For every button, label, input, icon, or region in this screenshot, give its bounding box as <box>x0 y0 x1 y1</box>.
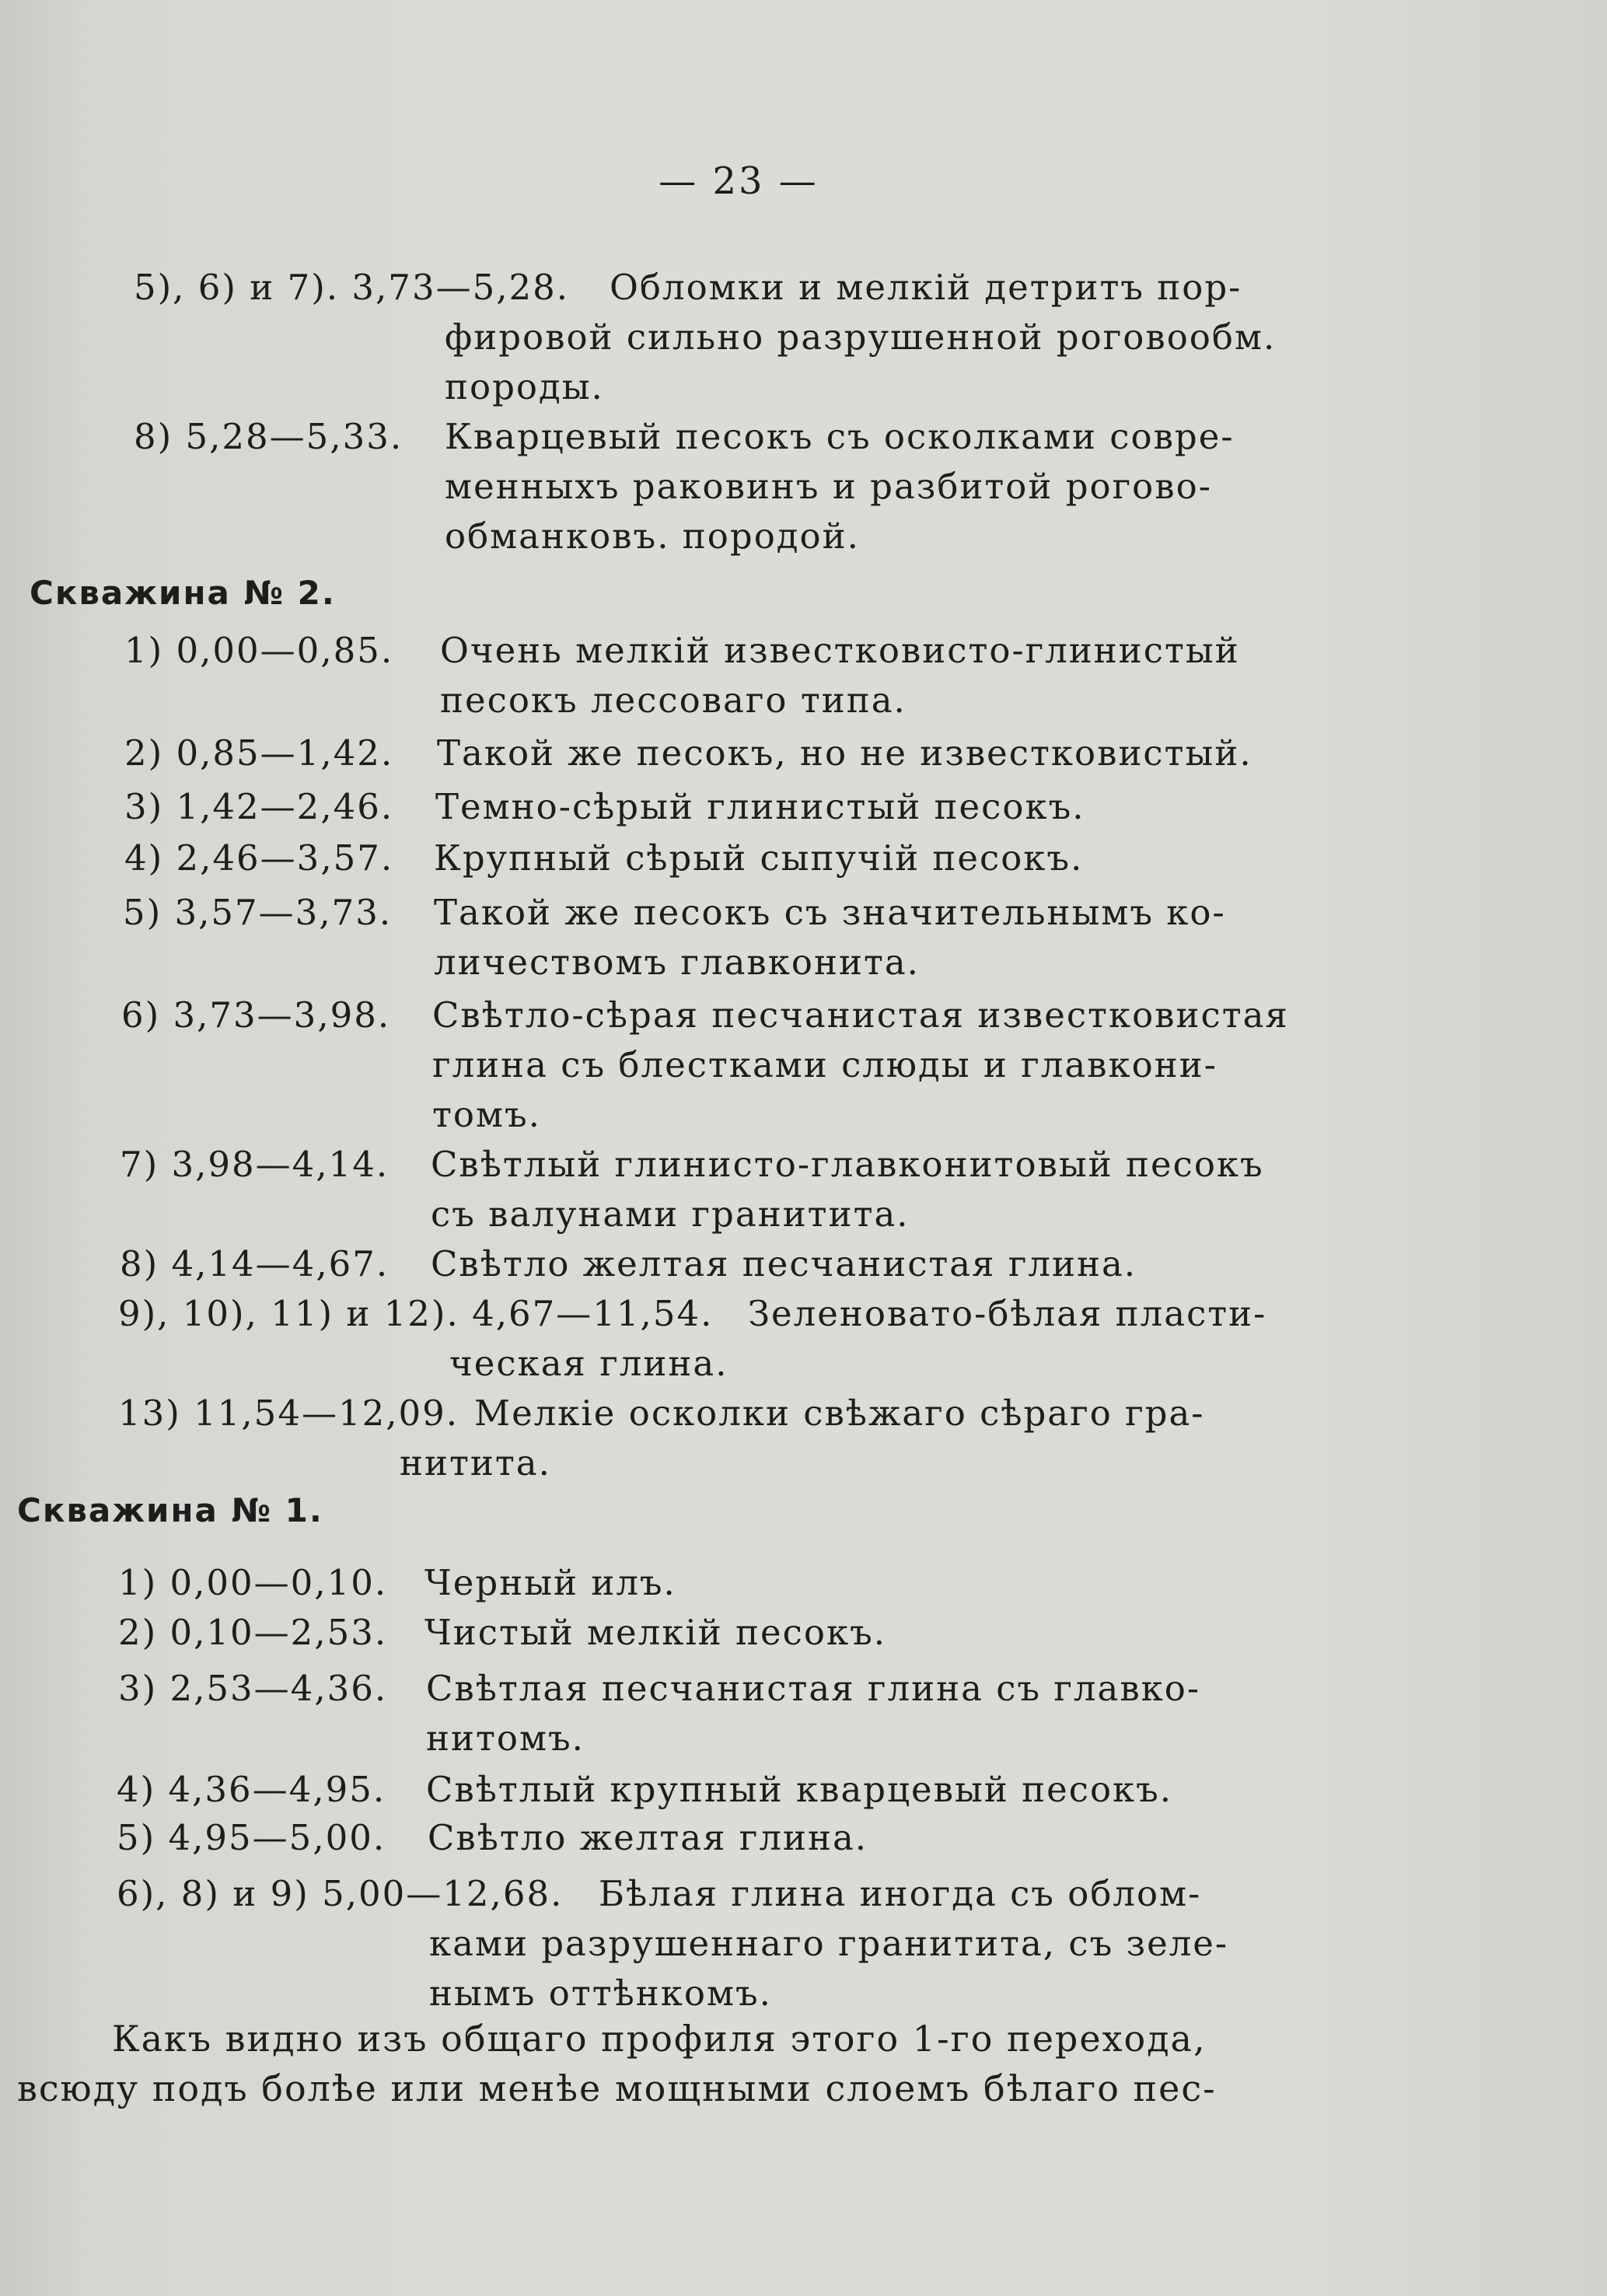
entry-text: Обломки и мелкiй детритъ пор- <box>610 267 1242 308</box>
entry-text: Кварцевый песокъ съ осколками совре- <box>445 416 1235 457</box>
entry-text: Свѣтло желтая песчанистая глина. <box>431 1243 1137 1284</box>
entry-range: 2) 0,85—1,42. <box>124 732 394 774</box>
paragraph-line: Какъ видно изъ общаго профиля этого 1-го перехода, <box>112 2018 1207 2060</box>
entry-range: 8) 4,14—4,67. <box>120 1243 390 1284</box>
entry-text: Очень мелкiй известковисто-глинистый <box>440 630 1240 671</box>
entry-text: Чистый мелкiй песокъ. <box>424 1612 886 1653</box>
entry-text: Черный илъ. <box>424 1562 676 1603</box>
entry-range: 4) 2,46—3,57. <box>124 837 394 879</box>
entry-text-cont: съ валунами гранитита. <box>431 1193 910 1235</box>
entry-text-cont: породы. <box>445 366 604 407</box>
entry-range: 13) 11,54—12,09. <box>118 1393 459 1434</box>
entry-text-cont: личествомъ главконита. <box>434 942 920 983</box>
entry-text-cont: нитомъ. <box>426 1718 585 1759</box>
entry-range: 3) 2,53—4,36. <box>118 1668 388 1709</box>
entry-text: Свѣтло желтая глина. <box>428 1817 868 1858</box>
entry-range: 5) 3,57—3,73. <box>123 892 393 933</box>
entry-range: 8) 5,28—5,33. <box>134 416 403 457</box>
entry-range: 5) 4,95—5,00. <box>117 1817 386 1858</box>
entry-text-cont: менныхъ раковинъ и разбитой рогово- <box>445 466 1212 507</box>
entry-range: 6) 3,73—3,98. <box>121 994 391 1036</box>
entry-text: Бѣлая глина иногда съ облом- <box>599 1873 1202 1914</box>
section-heading: Скважина № 1. <box>17 1491 323 1529</box>
entry-range: 3) 1,42—2,46. <box>124 786 394 827</box>
entry-text-cont: ками разрушеннаго гранитита, съ зеле- <box>429 1923 1229 1964</box>
entry-text: Зеленовато-бѣлая пласти- <box>748 1293 1267 1334</box>
paragraph-line: всюду подъ болѣе или менѣе мощными слоемъ бѣлаго пес- <box>17 2067 1217 2109</box>
entry-text-cont: фировой сильно разрушенной роговообм. <box>445 316 1277 358</box>
entry-text: Темно-сѣрый глинистый песокъ. <box>435 786 1085 827</box>
entry-range: 1) 0,00—0,10. <box>118 1562 388 1603</box>
section-heading: Скважина № 2. <box>30 574 336 612</box>
entry-range: 5), 6) и 7). 3,73—5,28. <box>134 267 570 308</box>
entry-range: 9), 10), 11) и 12). 4,67—11,54. <box>118 1293 714 1334</box>
entry-text-cont: нымъ оттѣнкомъ. <box>429 1973 772 2014</box>
entry-text-cont: нитита. <box>400 1442 551 1483</box>
page-number: — 23 — <box>659 159 819 203</box>
entry-text-cont: глина съ блестками слюды и главкони- <box>432 1044 1217 1085</box>
entry-text-cont: песокъ лессоваго типа. <box>440 680 907 721</box>
entry-text: Свѣтлая песчанистая глина съ главко- <box>426 1668 1201 1709</box>
entry-range: 6), 8) и 9) 5,00—12,68. <box>117 1873 564 1914</box>
entry-text: Мелкiе осколки свѣжаго сѣраго гра- <box>474 1393 1205 1434</box>
entry-text: Свѣтлый крупный кварцевый песокъ. <box>426 1769 1173 1810</box>
entry-text-cont: ческая глина. <box>449 1343 728 1384</box>
entry-range: 2) 0,10—2,53. <box>118 1612 388 1653</box>
entry-text: Такой же песокъ, но не известковистый. <box>437 732 1252 774</box>
entry-text: Такой же песокъ съ значительнымъ ко- <box>434 892 1226 933</box>
entry-text-cont: томъ. <box>432 1094 541 1135</box>
entry-range: 4) 4,36—4,95. <box>117 1769 386 1810</box>
entry-text: Крупный сѣрый сыпучiй песокъ. <box>434 837 1084 879</box>
entry-text: Свѣтлый глинисто-главконитовый песокъ <box>431 1144 1264 1185</box>
entry-text-cont: обманковъ. породой. <box>445 515 860 557</box>
entry-range: 1) 0,00—0,85. <box>124 630 394 671</box>
entry-text: Свѣтло-сѣрая песчанистая известковистая <box>432 994 1289 1036</box>
entry-range: 7) 3,98—4,14. <box>120 1144 390 1185</box>
